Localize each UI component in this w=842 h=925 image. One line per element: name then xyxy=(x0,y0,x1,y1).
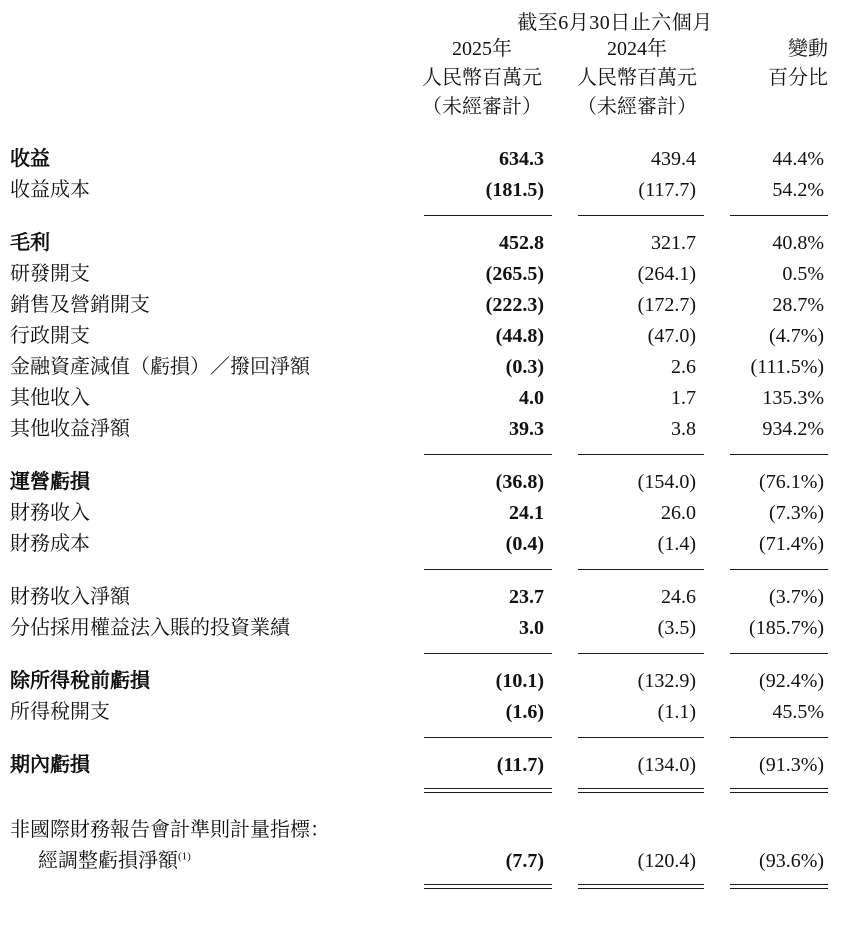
rule-change xyxy=(712,644,828,654)
row-label-loss-for-period: 期內虧損 xyxy=(10,754,90,776)
header-change-line1: 變動 xyxy=(788,38,829,60)
row-value-change: 54.2% xyxy=(772,179,825,201)
row-value-change: (111.5%) xyxy=(750,356,825,378)
double-rule-2024 xyxy=(562,781,712,793)
row-label-operating-loss: 運營虧損 xyxy=(10,471,90,493)
table-row xyxy=(10,414,828,445)
row-label-adjusted-net-loss xyxy=(10,846,402,877)
row-value-2024: (3.5) xyxy=(657,617,696,639)
table-row xyxy=(10,666,828,697)
table-row xyxy=(10,697,828,728)
row-value-change: (185.7%) xyxy=(749,617,825,639)
table-row xyxy=(10,383,828,414)
row-value-2025: 4.0 xyxy=(519,387,544,409)
rule-2024 xyxy=(562,644,712,654)
rule-2024 xyxy=(562,445,712,455)
table-header-period-row xyxy=(10,6,828,35)
rule-change xyxy=(712,445,828,455)
row-value-change: 28.7% xyxy=(772,294,825,316)
spacer-before-non-ifrs xyxy=(10,793,828,815)
table-row xyxy=(10,144,828,175)
row-value-change: 0.5% xyxy=(782,263,825,285)
header-unaudited-2024: （未經審計） xyxy=(577,96,697,118)
row-label-revenue: 收益 xyxy=(10,148,50,170)
row-value-2024: (117.7) xyxy=(638,179,696,201)
row-value-2025: (0.3) xyxy=(505,356,544,378)
header-year-2025: 2025年 xyxy=(452,38,512,60)
rule-change xyxy=(712,206,828,216)
footnote-marker: (1) xyxy=(178,850,191,863)
row-value-change: (92.4%) xyxy=(759,670,825,692)
row-label-financial-asset-impairment: 金融資產減值（虧損）／撥回淨額 xyxy=(10,356,310,378)
table-row xyxy=(10,467,828,498)
header-change-blank xyxy=(712,93,828,122)
row-value-2024: 1.7 xyxy=(671,387,696,409)
row-value-2024: (134.0) xyxy=(637,754,696,776)
header-unit-2024: 人民幣百萬元 xyxy=(577,67,697,89)
double-rule-2024 xyxy=(562,877,712,889)
table-row xyxy=(10,613,828,644)
row-value-2025: (1.6) xyxy=(505,701,544,723)
row-value-change: 934.2% xyxy=(762,418,825,440)
rule-2024 xyxy=(562,728,712,738)
rule-2024 xyxy=(562,560,712,570)
table-row xyxy=(10,228,828,259)
rule-2025 xyxy=(402,445,562,455)
row-value-change: (3.7%) xyxy=(769,586,825,608)
subtotal-rule-row xyxy=(10,560,828,570)
row-value-change: (71.4%) xyxy=(759,533,825,555)
subtotal-rule-row xyxy=(10,206,828,216)
non-ifrs-section-title-row xyxy=(10,815,828,846)
rule-2025 xyxy=(402,728,562,738)
subtotal-rule-row xyxy=(10,644,828,654)
rule-2025 xyxy=(402,206,562,216)
row-value-2025: 23.7 xyxy=(509,586,544,608)
row-label-net-finance-income: 財務收入淨額 xyxy=(10,586,130,608)
rule-2025 xyxy=(402,644,562,654)
row-value-change: 45.5% xyxy=(772,701,825,723)
row-label-finance-income: 財務收入 xyxy=(10,502,90,524)
total-double-rule-row xyxy=(10,877,828,889)
row-value-2025: 39.3 xyxy=(509,418,544,440)
table-row xyxy=(10,498,828,529)
row-value-change: 44.4% xyxy=(772,148,825,170)
row-label-other-gains-net: 其他收益淨額 xyxy=(10,418,130,440)
spacer-before-loss-before-tax xyxy=(10,654,828,666)
header-empty-cell xyxy=(10,6,402,35)
total-double-rule-row xyxy=(10,781,828,793)
header-year-2024: 2024年 xyxy=(607,38,667,60)
row-label-other-income: 其他收入 xyxy=(10,387,90,409)
row-value-2024: (132.9) xyxy=(637,670,696,692)
row-value-2025: (181.5) xyxy=(485,179,544,201)
row-value-2025: (265.5) xyxy=(485,263,544,285)
row-value-2024: (1.4) xyxy=(657,533,696,555)
spacer-before-operating-loss xyxy=(10,455,828,467)
table-row xyxy=(10,290,828,321)
row-value-2024: 2.6 xyxy=(671,356,696,378)
row-label-loss-before-income-tax: 除所得稅前虧損 xyxy=(10,670,150,692)
rule-change xyxy=(712,728,828,738)
row-value-2024: 24.6 xyxy=(661,586,696,608)
header-unaudited-2025: （未經審計） xyxy=(422,96,542,118)
subtotal-rule-row xyxy=(10,728,828,738)
non-ifrs-title: 非國際財務報告會計準則計量指標： xyxy=(10,819,330,841)
row-value-change: 40.8% xyxy=(772,232,825,254)
adjusted-net-loss-text: 經調整虧損淨額 xyxy=(38,850,178,872)
table-header-unit-row xyxy=(10,64,828,93)
row-value-2025: 634.3 xyxy=(499,148,544,170)
table-row xyxy=(10,750,828,781)
row-value-2025: (7.7) xyxy=(505,850,544,872)
header-change-line2: 百分比 xyxy=(768,67,829,89)
row-value-change: (93.6%) xyxy=(759,850,825,872)
row-value-2024: (154.0) xyxy=(637,471,696,493)
row-value-change: (7.3%) xyxy=(769,502,825,524)
row-label-rnd-expenses: 研發開支 xyxy=(10,263,90,285)
row-value-2024: (47.0) xyxy=(647,325,696,347)
table-row xyxy=(10,582,828,613)
row-value-2024: 439.4 xyxy=(651,148,696,170)
row-value-change: (91.3%) xyxy=(759,754,825,776)
double-rule-change xyxy=(712,781,828,793)
row-label-finance-costs: 財務成本 xyxy=(10,533,90,555)
row-value-2025: 24.1 xyxy=(509,502,544,524)
double-rule-2025 xyxy=(402,781,562,793)
table-header-year-row xyxy=(10,35,828,64)
header-empty-cell-4 xyxy=(10,93,402,122)
header-empty-cell-3 xyxy=(10,64,402,93)
header-empty-cell-2 xyxy=(10,35,402,64)
table-row xyxy=(10,321,828,352)
row-value-2025: (10.1) xyxy=(495,670,544,692)
row-value-2025: 452.8 xyxy=(499,232,544,254)
row-label-share-of-equity-investments: 分佔採用權益法入賬的投資業績 xyxy=(10,617,290,639)
table-row xyxy=(10,259,828,290)
table-header-audit-row xyxy=(10,93,828,122)
rule-2024 xyxy=(562,206,712,216)
rule-2025 xyxy=(402,560,562,570)
spacer-after-header xyxy=(10,122,828,144)
row-value-2024: 3.8 xyxy=(671,418,696,440)
header-unit-2025: 人民幣百萬元 xyxy=(422,67,542,89)
table-row xyxy=(10,175,828,206)
row-value-2025: (44.8) xyxy=(495,325,544,347)
spacer-before-net-finance-income xyxy=(10,570,828,582)
rule-change xyxy=(712,560,828,570)
subtotal-rule-row xyxy=(10,445,828,455)
table-row xyxy=(10,529,828,560)
row-value-2025: (222.3) xyxy=(485,294,544,316)
row-label-income-tax-expense: 所得稅開支 xyxy=(10,701,110,723)
row-label-gross-profit: 毛利 xyxy=(10,232,50,254)
row-value-change: (76.1%) xyxy=(759,471,825,493)
row-value-2025: (0.4) xyxy=(505,533,544,555)
row-value-2024: 321.7 xyxy=(651,232,696,254)
header-period-title: 截至6月30日止六個月 xyxy=(517,12,713,34)
row-value-2024: (120.4) xyxy=(637,850,696,872)
row-label-selling-marketing: 銷售及營銷開支 xyxy=(10,294,150,316)
row-label-admin-expenses: 行政開支 xyxy=(10,325,90,347)
row-label-cost-of-revenue: 收益成本 xyxy=(10,179,90,201)
row-value-2024: (172.7) xyxy=(637,294,696,316)
financial-summary-table xyxy=(10,6,828,889)
double-rule-change xyxy=(712,877,828,889)
table-row xyxy=(10,352,828,383)
table-row xyxy=(10,846,828,877)
row-value-change: (4.7%) xyxy=(769,325,825,347)
row-value-2025: 3.0 xyxy=(519,617,544,639)
row-value-2024: 26.0 xyxy=(661,502,696,524)
spacer-before-period-loss xyxy=(10,738,828,750)
row-value-2024: (1.1) xyxy=(657,701,696,723)
row-value-2024: (264.1) xyxy=(637,263,696,285)
row-value-change: 135.3% xyxy=(762,387,825,409)
row-value-2025: (11.7) xyxy=(496,754,544,776)
double-rule-2025 xyxy=(402,877,562,889)
row-value-2025: (36.8) xyxy=(495,471,544,493)
spacer-before-gross-profit xyxy=(10,216,828,228)
